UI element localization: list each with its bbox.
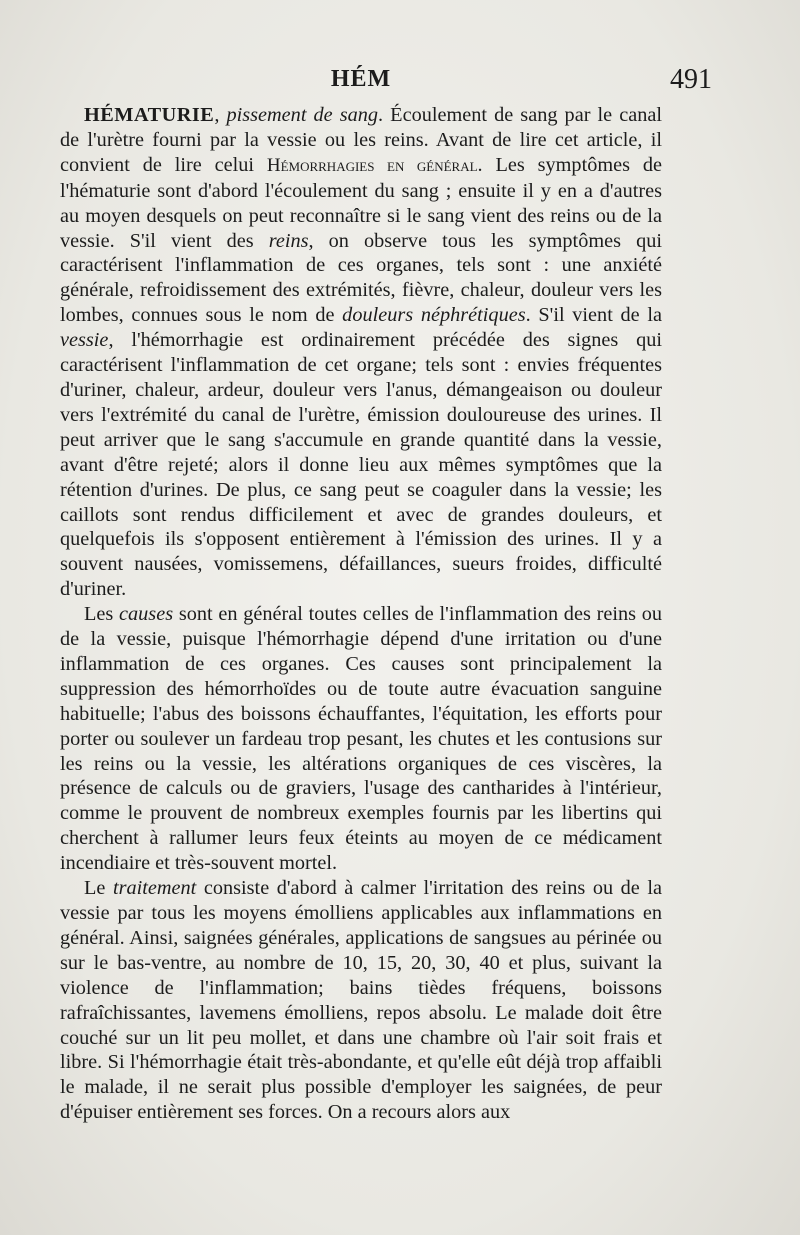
text-run: . S'il vient de la [525, 304, 662, 327]
entry-synonym: pissement de sang [226, 104, 379, 126]
text-run: consiste d'abord à calmer l'irritation des reins ou de la vessie par tous les moyens émolliens applicables aux inflammations en général. Ainsi, saignées générales, applications de sangsues au périnée ou sur le bas-ventre, au nombre de 10, 15, 20, 30, 40 et plus, suivant la violence de l'inflammation; bains tièdes fréquens, boissons rafraîchissantes, lavemens émolliens, repos absolu. Le malade doit être couché sur un lit peu mollet, et dans une chambre où l'air soit frais et libre. Si l'hémorrhagie était très-abondante, et qu'elle eût déjà trop affaibli le malade, il ne serait plus possible d'employer les saignées, de peur d'épuiser entièrement ses forces. On a recours alors aux [60, 877, 662, 1124]
paragraph-definition [60, 103, 662, 602]
text-run: . Les symptômes de l'hématurie sont d'abord l'écoulement du sang ; ensuite il y en a d'autres au moyen desquels on peut reconnaître si le sang vient des reins ou de la vessie. S'il vient des [60, 153, 663, 252]
text-run: , [214, 104, 227, 126]
text-run: , on observe tous les symptômes qui caractérisent l'inflammation de ces organes, tels sont : une anxiété générale, refroidissement des extrémités, fièvre, chaleur, douleur vers les lombes, connues sous le nom de [60, 229, 662, 327]
text-run: , l'hémorrhagie est ordinairement précédée des signes qui caractérisent l'inflammation de cet organe; tels sont : envies fréquentes d'uriner, chaleur, ardeur, douleur vers l'anus, démangeaison ou douleur vers l'extrémité du canal de l'urètre, émission douloureuse des urines. Il peut arriver que le sang s'accumule en grande quantité dans la vessie, avant d'être rejeté; alors il donne lieu aux mêmes symptômes que la rétention d'urines. De plus, ce sang peut se coaguler dans la vessie; les caillots sont rendus difficilement et avec de grandes douleurs, et quelquefois ils s'opposent entièrement à l'émission des urines. Il y a souvent nausées, vomissemens, défaillances, sueurs froides, difficulté d'uriner. [60, 329, 662, 601]
page-header [60, 64, 712, 106]
running-head: HÉM [330, 66, 392, 92]
italic-term: reins [268, 229, 309, 252]
paragraph-treatment [60, 876, 662, 1125]
text-run: Le [84, 877, 113, 900]
text-run: sont en général toutes celles de l'inflammation des reins ou de la vessie, puisque l'hémorrhagie dépend d'une irritation ou d'une inflammation de ces organes. Ces causes sont principalement la suppression des hémorrhoïdes ou de toute autre évacuation sanguine habituelle; l'abus des boissons échauffantes, l'équitation, les efforts pour porter ou soulever un fardeau trop pesant, les chutes et les contusions sur les reins ou la vessie, les altérations organiques de ces viscères, la présence de calculs ou de graviers, l'usage des cantharides à l'intérieur, comme le prouvent de nombreux exemples fournis par les libertins qui cherchent à rallumer leurs feux éteints au moyen de ce médicament incendiaire et très-souvent mortel. [60, 603, 662, 875]
page-number: 491 [670, 64, 712, 95]
cross-reference: Hémorrhagies en général [266, 154, 478, 176]
paragraph-causes [60, 602, 662, 876]
italic-term: vessie [60, 329, 109, 352]
text-run: Les [84, 603, 120, 626]
text-run: . Écoulement de sang par le canal de l'urètre fourni par la vessie ou les reins. Avant de lire cet article, il convient de lire celui [60, 104, 662, 176]
italic-term: douleurs néphrétiques [342, 304, 526, 327]
italic-term: causes [119, 603, 174, 626]
entry-headword: HÉMATURIE [84, 104, 215, 126]
italic-term: traitement [112, 877, 197, 900]
body-text [60, 103, 662, 1125]
